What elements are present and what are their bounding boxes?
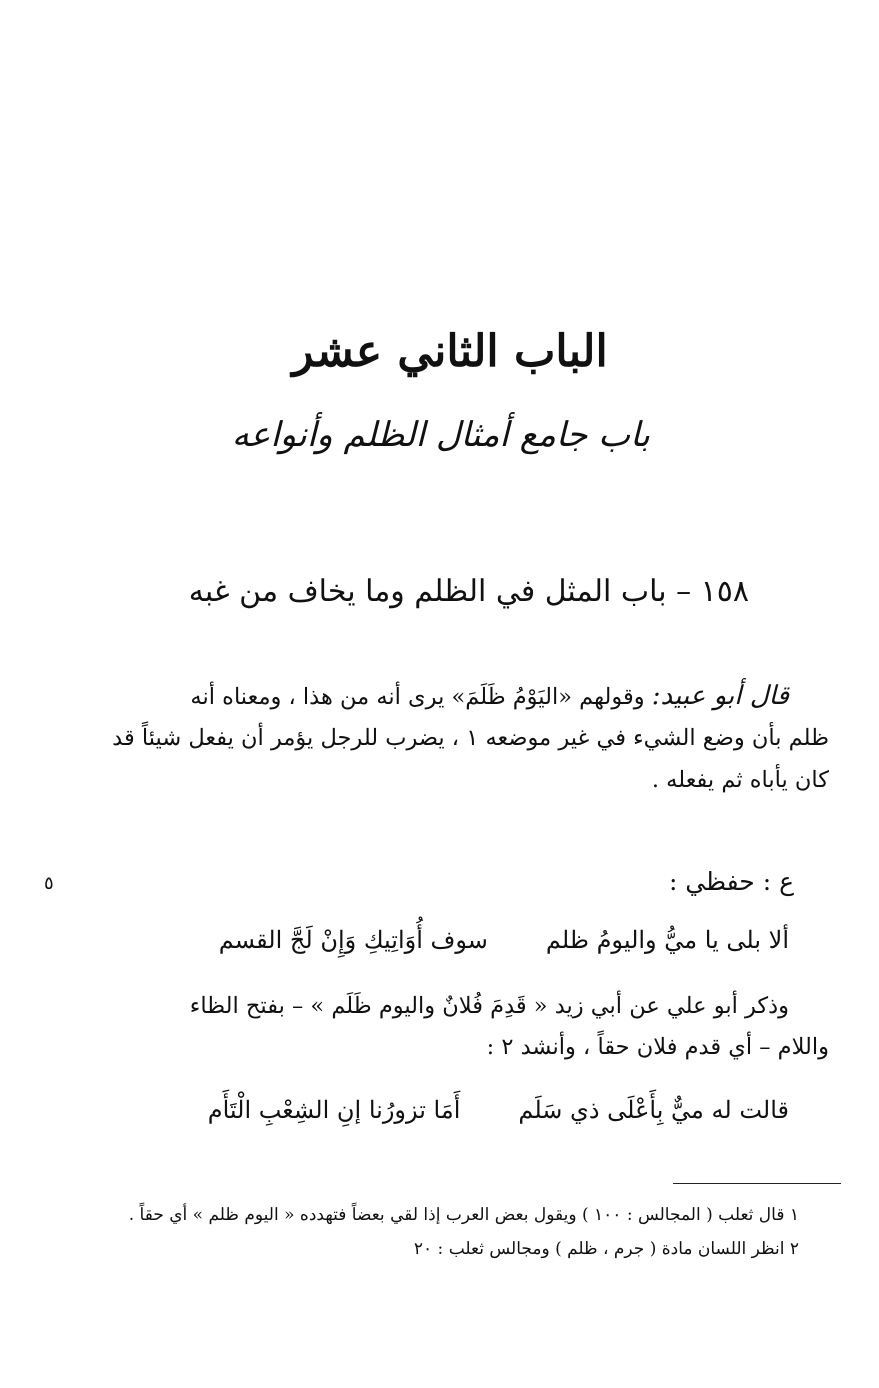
footnote-2: ٢ انظر اللسان مادة ( جرم ، ظلم ) ومجالس ثعلب : ٢٠	[413, 1239, 799, 1259]
paragraph-1-line-1-text: وقولهم «اليَوْمُ ظَلَمَ» يرى أنه من هذا ، ومعناه أنه	[190, 684, 652, 710]
footnote-divider	[673, 1183, 841, 1184]
source-label: ع : حفظي :	[668, 867, 794, 896]
verse-2-hemistich-2: أَمَا تزورُنا إنِ الشِعْبِ الْتَأَم	[207, 1096, 461, 1124]
chapter-title: الباب الثاني عشر	[292, 326, 608, 377]
verse-1	[219, 920, 789, 960]
paragraph-1-line-1	[190, 676, 789, 717]
verse-2-hemistich-1: قالت له ميٌّ بِأَعْلَى ذي سَلَم	[518, 1096, 789, 1124]
verse-1-hemistich-1: ألا بلى يا ميُّ واليومُ ظلم	[545, 926, 789, 954]
footnote-1: ١ قال ثعلب ( المجالس : ١٠٠ ) ويقول بعض العرب إذا لقي بعضاً فتهدده « اليوم ظلم » أي حقاً .	[128, 1205, 799, 1225]
paragraph-1-line-3: كان يأباه ثم يفعله .	[651, 767, 829, 793]
verse-1-hemistich-2: سوف أُوَاتِيكِ وَإِنْ لَجَّ القسم	[218, 926, 488, 954]
page-marker: ٥	[44, 873, 54, 894]
verse-2	[208, 1090, 789, 1130]
speaker-name: قال أبو عبيد:	[651, 681, 789, 711]
chapter-subtitle: باب جامع أمثال الظلم وأنواعه	[231, 415, 650, 455]
paragraph-2-line-1: وذكر أبو علي عن أبي زيد « قَدِمَ فُلانٌ واليوم ظَلَم » – بفتح الظاء	[189, 993, 789, 1019]
paragraph-2-line-2: واللام – أي قدم فلان حقاً ، وأنشد ٢ :	[486, 1034, 829, 1060]
paragraph-1-line-2: ظلم بأن وضع الشيء في غير موضعه ١ ، يضرب للرجل يؤمر أن يفعل شيئاً قد	[112, 725, 829, 751]
section-heading: ١٥٨ – باب المثل في الظلم وما يخاف من غبه	[188, 574, 749, 609]
